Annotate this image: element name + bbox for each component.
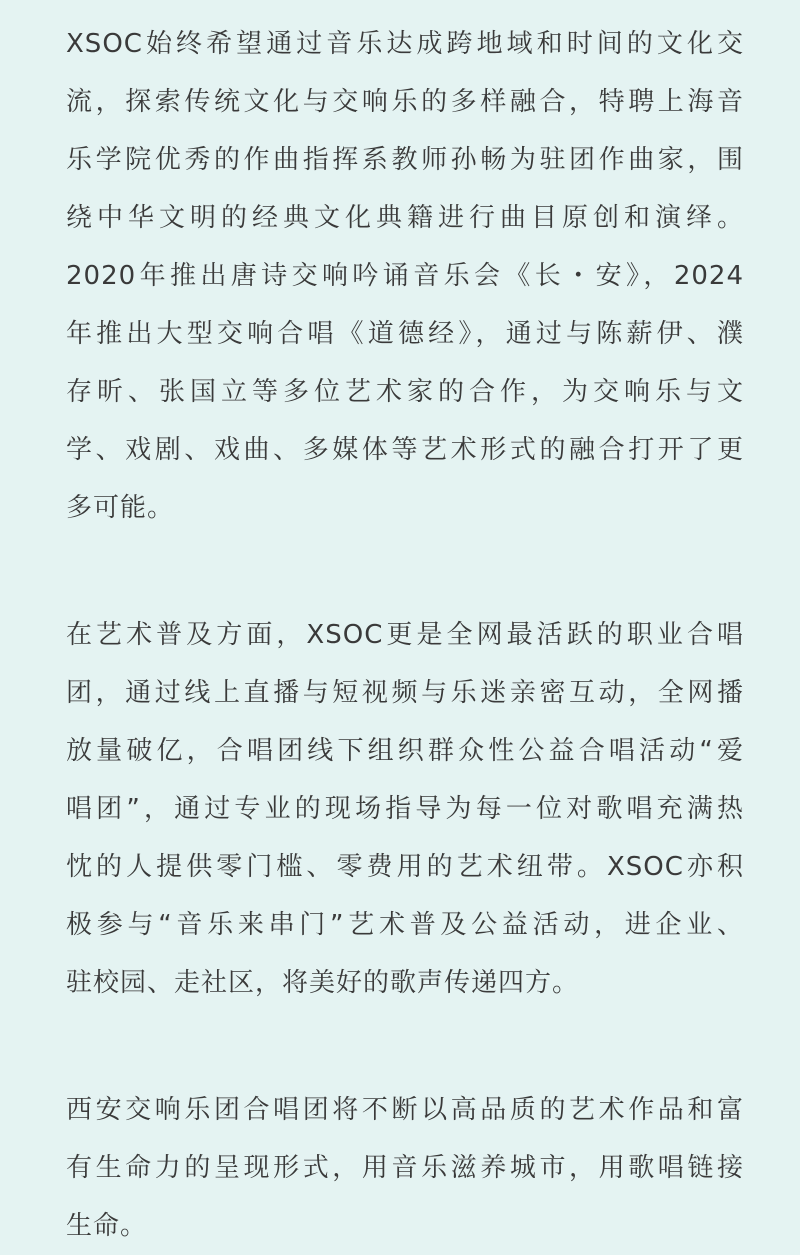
text-line: 年推出大型交响合唱《道德经》，通过与陈薪伊、濮 bbox=[66, 319, 744, 349]
text-line: 绕中华文明的经典文化典籍进行曲目原创和演绎。 bbox=[66, 203, 744, 233]
paragraph-artistic-creation bbox=[66, 15, 744, 537]
paragraph-art-popularization bbox=[66, 606, 744, 1012]
text-line: 学、戏剧、戏曲、多媒体等艺术形式的融合打开了更 bbox=[66, 435, 744, 465]
text-line: 存昕、张国立等多位艺术家的合作，为交响乐与文 bbox=[66, 377, 744, 407]
text-line: 乐学院优秀的作曲指挥系教师孙畅为驻团作曲家，围 bbox=[66, 145, 744, 175]
text-line: 在艺术普及方面，XSOC更是全网最活跃的职业合唱 bbox=[66, 620, 744, 650]
text-line: 流，探索传统文化与交响乐的多样融合，特聘上海音 bbox=[66, 87, 744, 117]
text-line: 驻校园、走社区，将美好的歌声传递四方。 bbox=[66, 968, 580, 998]
text-line: XSOC始终希望通过音乐达成跨地域和时间的文化交 bbox=[66, 29, 744, 59]
text-line: 2020年推出唐诗交响吟诵音乐会《长・安》，2024 bbox=[66, 261, 744, 291]
text-line: 团，通过线上直播与短视频与乐迷亲密互动，全网播 bbox=[66, 678, 744, 708]
text-line: 唱团”，通过专业的现场指导为每一位对歌唱充满热 bbox=[66, 794, 744, 824]
paragraph-closing bbox=[66, 1081, 744, 1255]
text-line: 忱的人提供零门槛、零费用的艺术纽带。XSOC亦积 bbox=[66, 852, 744, 882]
text-line: 放量破亿，合唱团线下组织群众性公益合唱活动“爱 bbox=[66, 736, 744, 766]
text-line: 极参与“音乐来串门”艺术普及公益活动，进企业、 bbox=[66, 910, 744, 940]
text-line: 生命。 bbox=[66, 1211, 148, 1241]
text-line: 有生命力的呈现形式，用音乐滋养城市，用歌唱链接 bbox=[66, 1153, 744, 1183]
text-line: 多可能。 bbox=[66, 493, 175, 523]
text-line: 西安交响乐团合唱团将不断以高品质的艺术作品和富 bbox=[66, 1095, 744, 1125]
